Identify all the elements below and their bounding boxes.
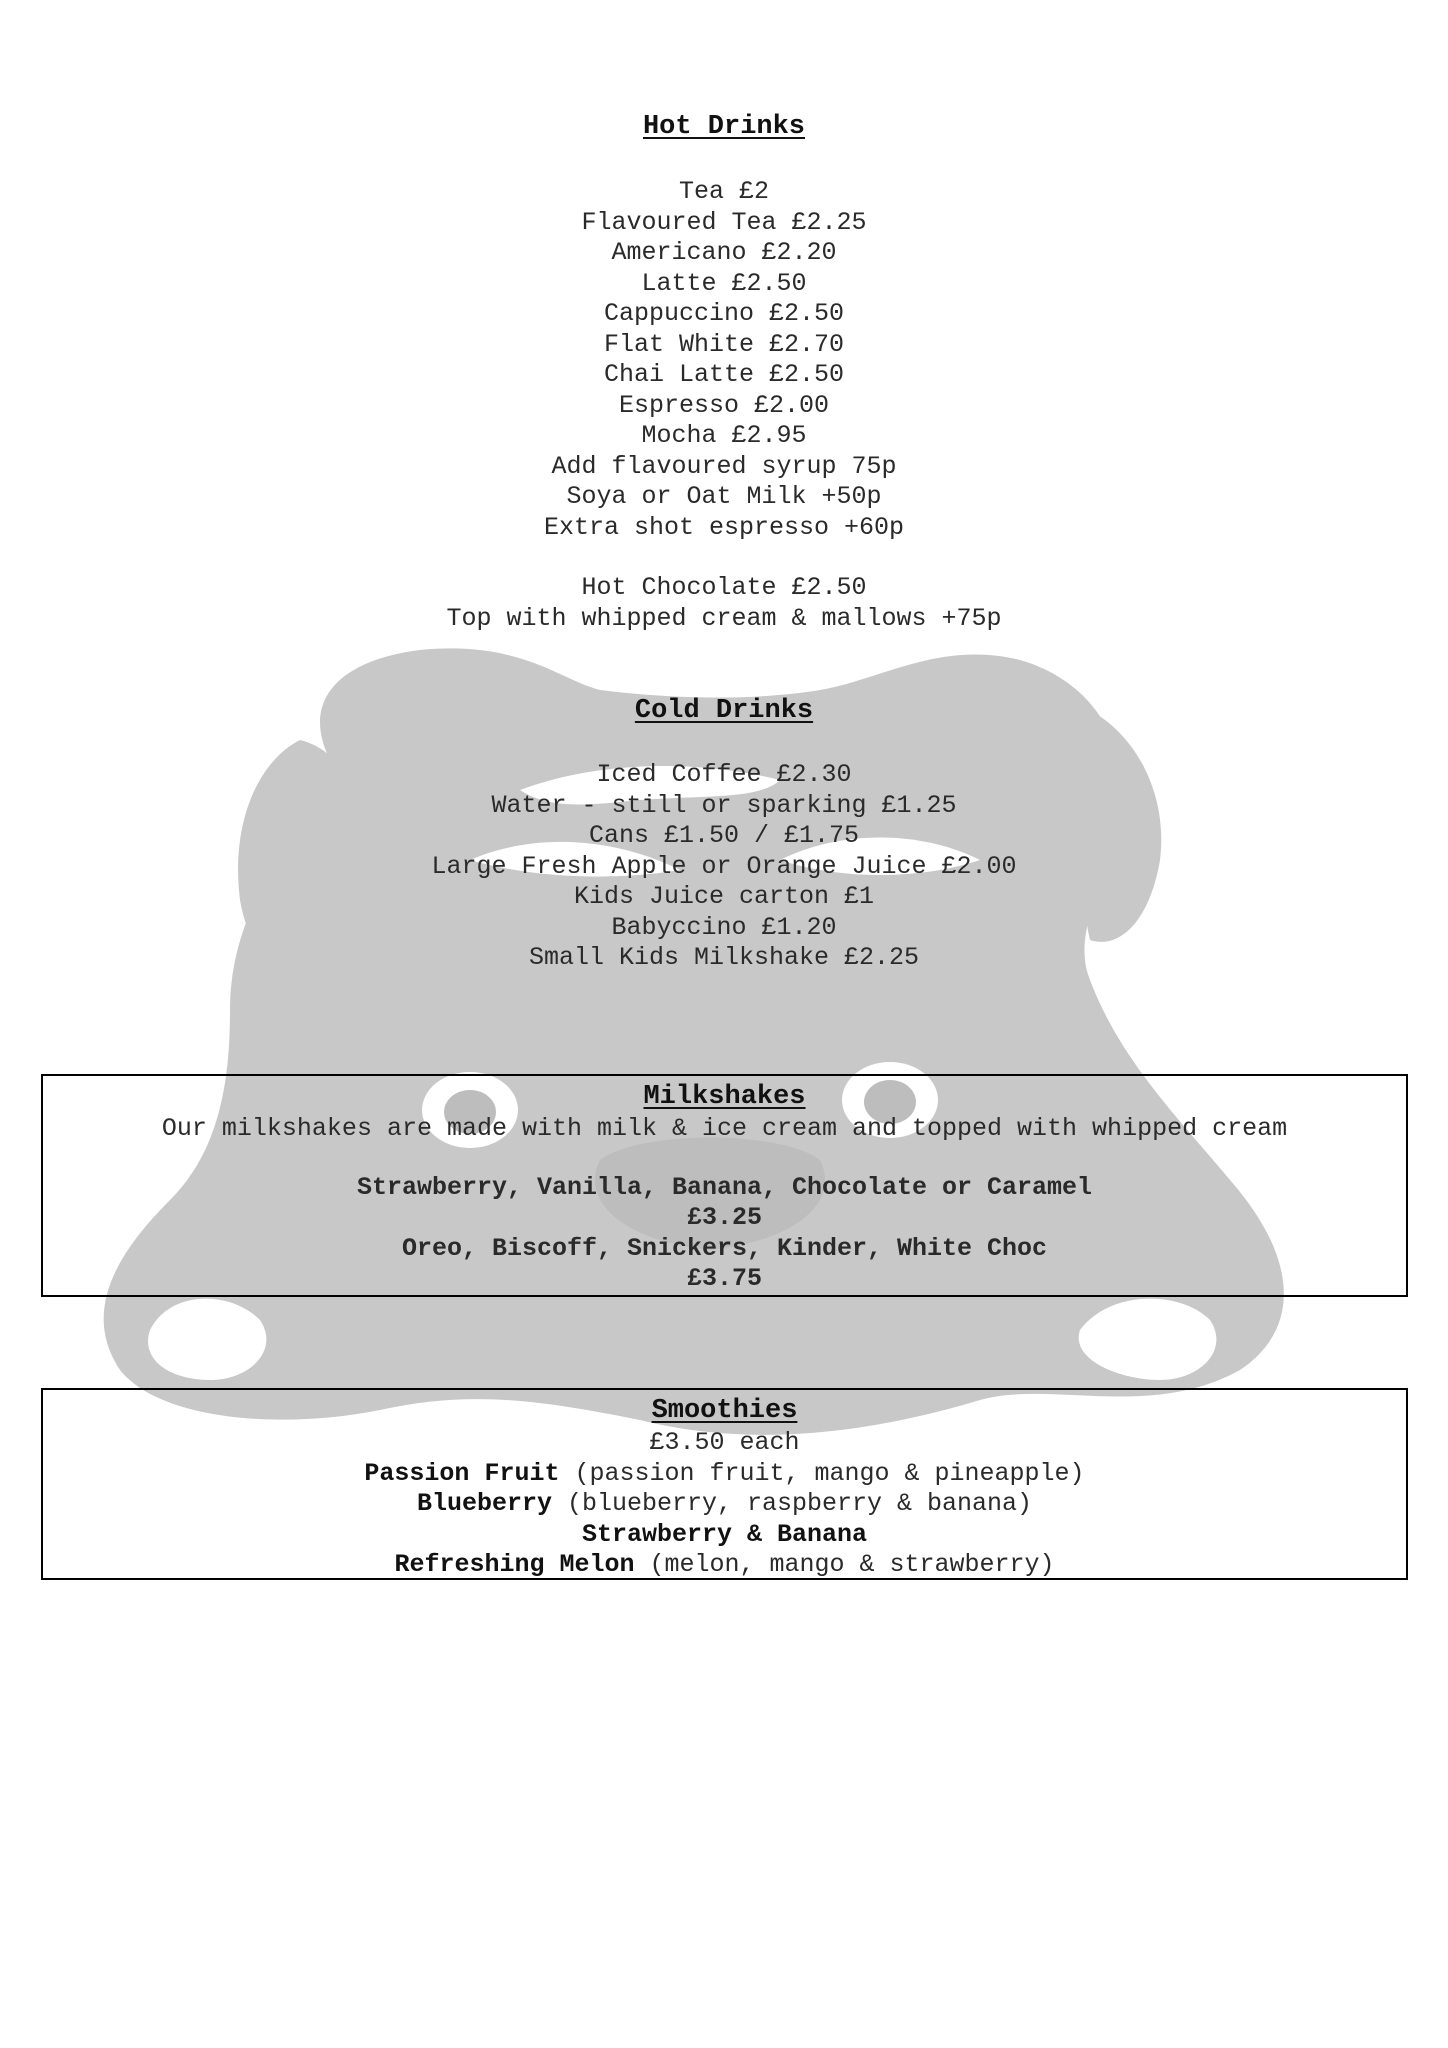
smoothies-price: £3.50 each [649,1428,800,1457]
hot-drinks-section [0,110,1448,634]
cold-drinks-list [0,760,1448,974]
smoothie-name: Refreshing Melon [394,1550,635,1579]
menu-item: Cans £1.50 / £1.75 [588,821,860,850]
smoothies-box [41,1388,1408,1580]
menu-item: Water - still or sparking £1.25 [491,790,957,820]
smoothie-name: Passion Fruit [364,1458,560,1488]
smoothie-item [43,1489,1406,1520]
menu-item: Add flavoured syrup 75p [551,451,897,481]
hot-chocolate-list [0,573,1448,634]
menu-item: Small Kids Milkshake £2.25 [528,943,920,972]
menu-item: Latte £2.50 [641,268,807,298]
menu-item: Flat White £2.70 [603,329,845,359]
smoothie-item [43,1459,1406,1490]
menu-item: Babyccino £1.20 [611,912,837,942]
smoothie-detail: (blueberry, raspberry & banana) [551,1489,1033,1518]
menu-item: Cappuccino £2.50 [603,299,845,328]
menu-item: Soya or Oat Milk +50p [566,482,882,511]
menu-item: Espresso £2.00 [618,390,830,420]
smoothie-detail: (passion fruit, mango & pineapple) [559,1458,1085,1488]
smoothie-name: Strawberry & Banana [581,1519,868,1549]
milkshake-price: £3.25 [686,1203,762,1232]
milkshake-flavours: Oreo, Biscoff, Snickers, Kinder, White Choc [401,1233,1048,1263]
smoothie-item [43,1520,1406,1551]
smoothie-list [43,1459,1406,1581]
smoothies-heading: Smoothies [651,1396,798,1426]
menu-item: Kids Juice carton £1 [573,882,875,911]
menu-item: Iced Coffee £2.30 [596,760,852,789]
smoothie-detail: (melon, mango & strawberry) [634,1550,1055,1579]
cold-drinks-heading: Cold Drinks [634,696,814,726]
milkshakes-box [41,1074,1408,1297]
milkshakes-description: Our milkshakes are made with milk & ice cream and topped with whipped cream [161,1114,1288,1143]
milkshake-groups [43,1173,1406,1295]
menu-item: Mocha £2.95 [641,421,807,450]
milkshakes-heading: Milkshakes [643,1082,806,1112]
menu-item: Extra shot espresso +60p [543,512,905,542]
cold-drinks-section [0,694,1448,974]
smoothie-item [43,1550,1406,1581]
menu-item: Chai Latte £2.50 [603,360,845,389]
hot-drinks-heading: Hot Drinks [642,112,806,142]
menu-item: Hot Chocolate £2.50 [581,573,867,602]
menu-item: Top with whipped cream & mallows +75p [446,603,1002,633]
menu-item: Large Fresh Apple or Orange Juice £2.00 [431,851,1017,881]
menu-item: Flavoured Tea £2.25 [581,207,867,237]
menu-item: Tea £2 [678,177,769,206]
milkshake-price: £3.75 [686,1264,762,1293]
milkshake-flavours: Strawberry, Vanilla, Banana, Chocolate or Caramel [356,1172,1093,1202]
hot-drinks-list [0,177,1448,543]
menu-item: Americano £2.20 [611,238,837,267]
smoothie-name: Blueberry [416,1489,552,1518]
